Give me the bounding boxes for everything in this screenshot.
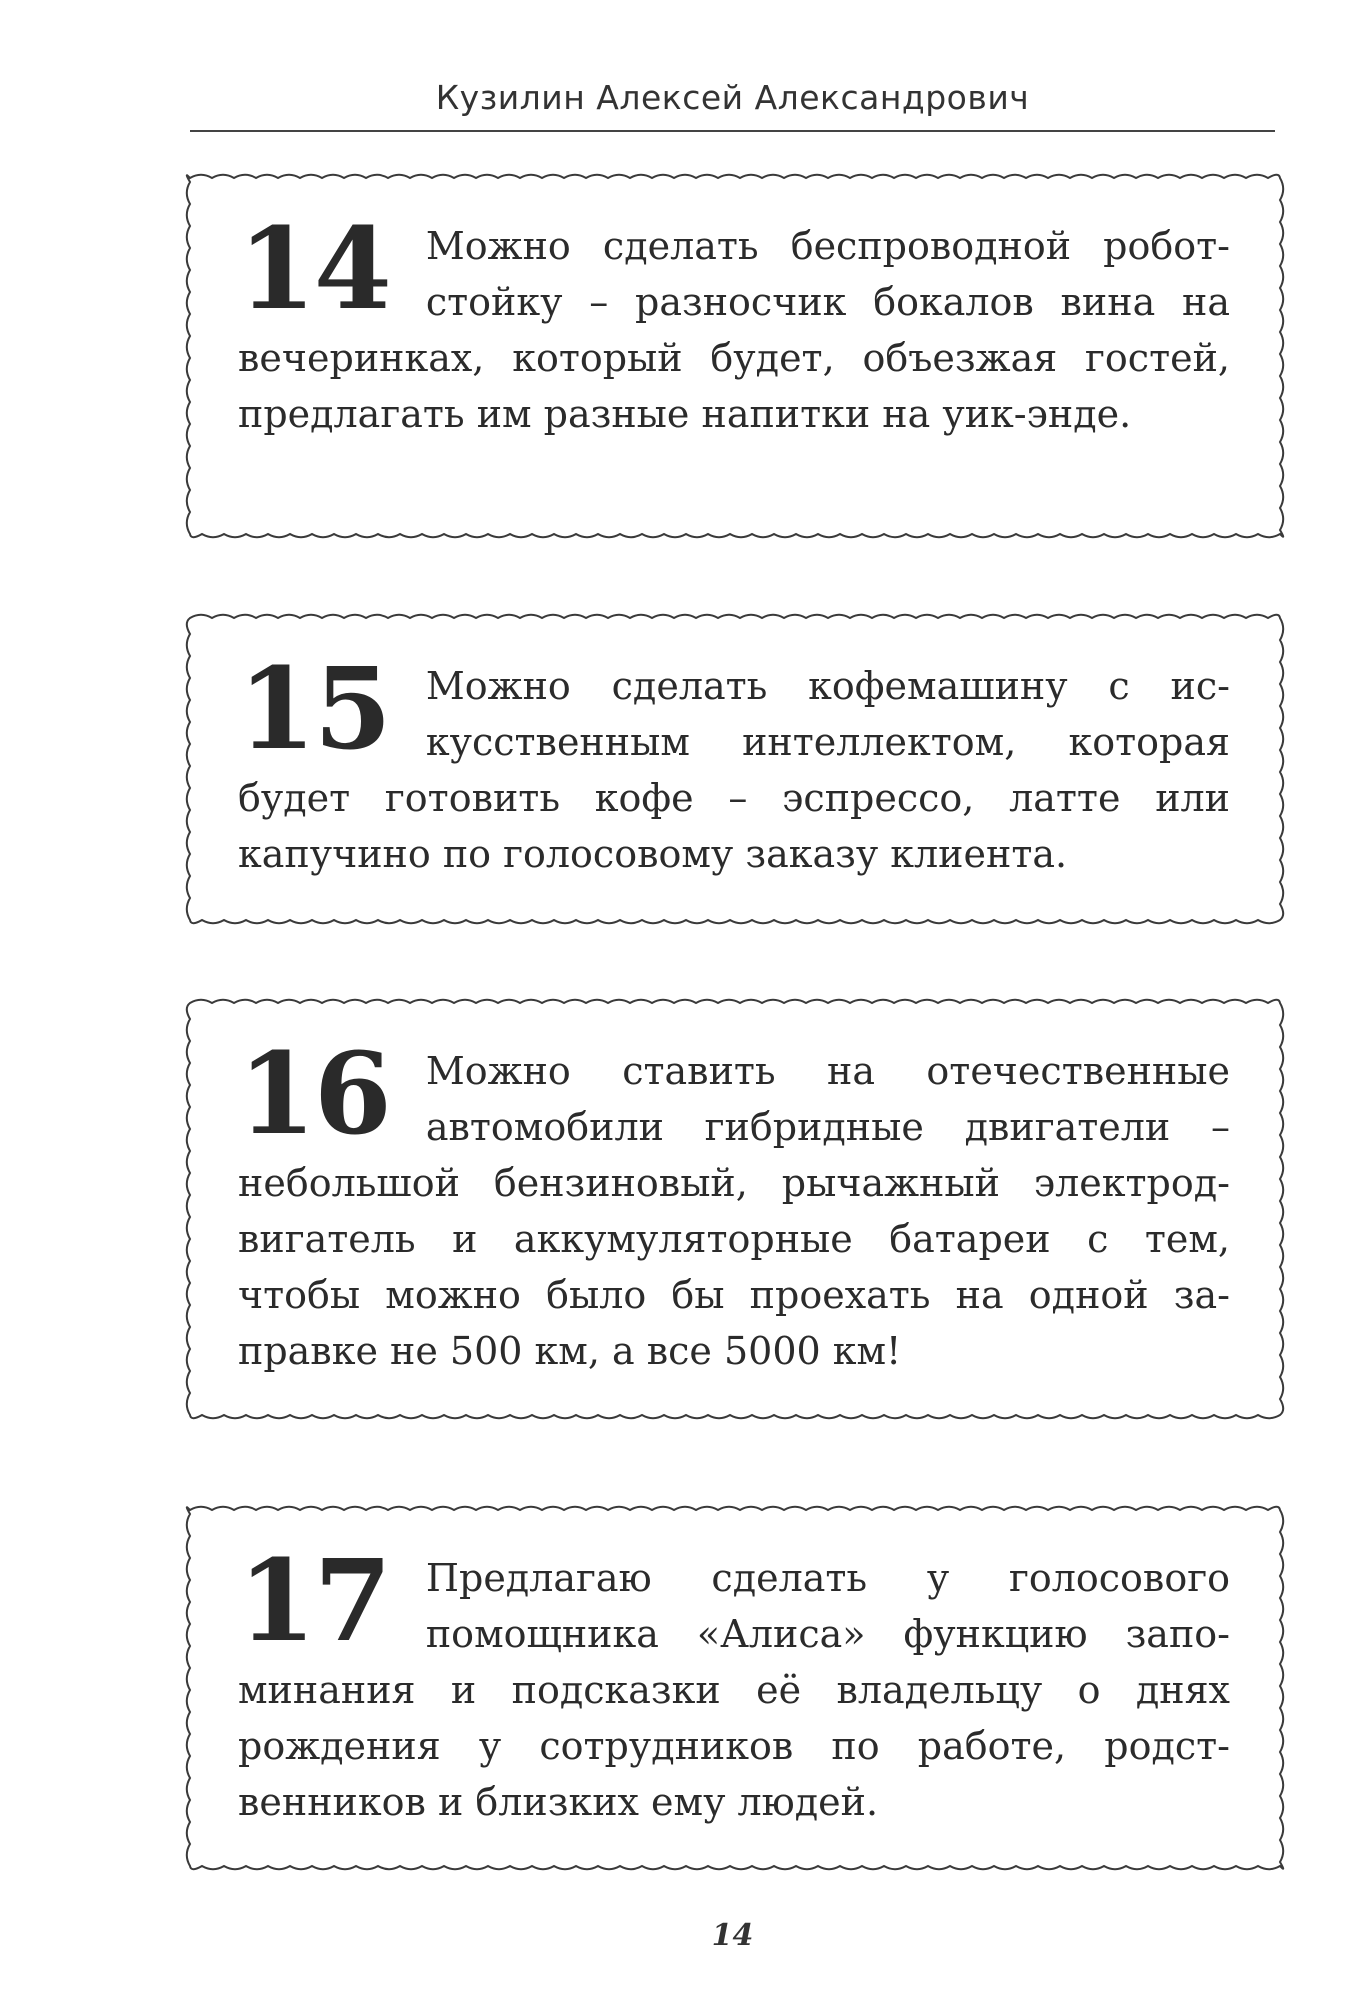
- page-number: 14: [711, 1918, 754, 1953]
- idea-card-15: [190, 618, 1280, 920]
- idea-number: 15: [238, 644, 390, 775]
- idea-number: 14: [238, 204, 390, 335]
- idea-text: Предлагаю сделать у голосового помощника «Алиса» функцию запоминания и подсказки её владельцу о днях рождения у сотрудников по работе, родственников и близких ему людей.: [238, 1556, 1230, 1824]
- idea-text: Можно ставить на отечественные автомобили гибридные двигатели – небольшой бензиновый, рычажный электродвигатель и аккумуляторные батареи с тем, чтобы можно было бы проехать на одной заправке не 500 км, а все 5000 км!: [238, 1049, 1230, 1373]
- idea-card-17: [190, 1510, 1280, 1866]
- idea-text: Можно сделать беспроводной робот-стойку – разносчик бокалов вина на вечеринках, который будет, объезжая гостей, предлагать им разные напитки на уик-энде.: [238, 224, 1230, 436]
- idea-card-14: [190, 178, 1280, 534]
- idea-number: 17: [238, 1536, 390, 1667]
- idea-text: Можно сделать кофемашину с искусственным интеллектом, которая будет готовить кофе – эспрессо, латте или капучино по голосовому заказу клиента.: [238, 664, 1230, 876]
- running-head: Кузилин Алексей Александрович: [435, 78, 1030, 117]
- idea-number: 16: [238, 1029, 390, 1160]
- header-divider: [190, 130, 1275, 132]
- idea-card-16: [190, 1003, 1280, 1415]
